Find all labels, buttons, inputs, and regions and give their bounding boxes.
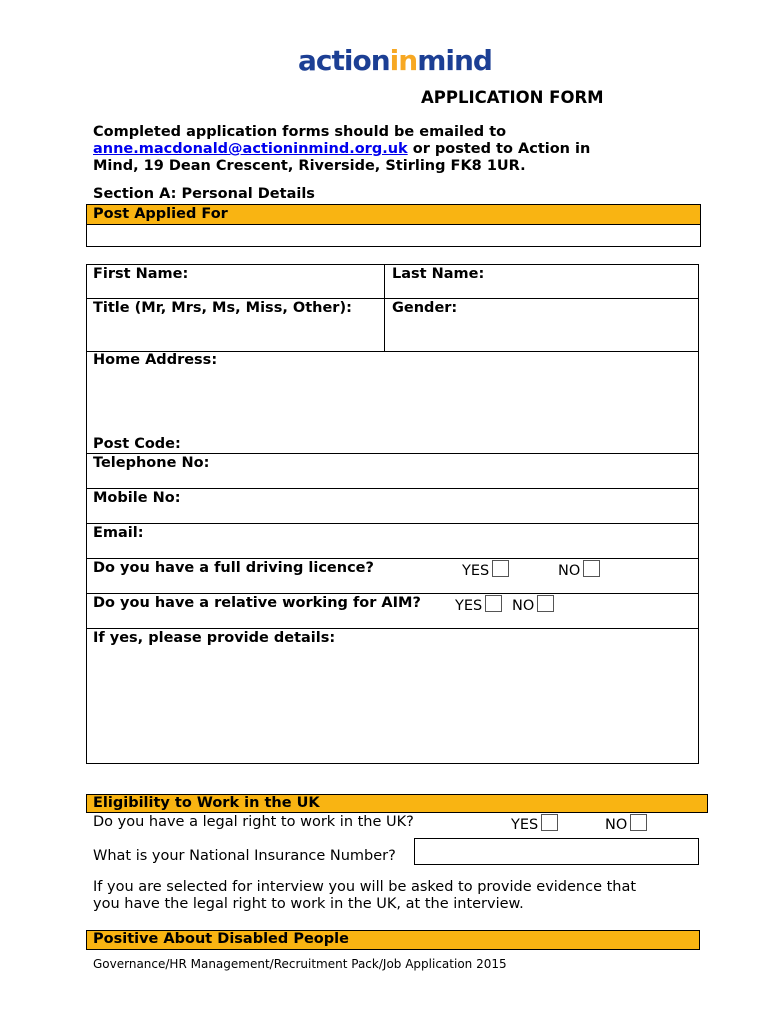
right-to-work-no-label: NO	[605, 817, 628, 833]
right-to-work-no-checkbox[interactable]	[630, 814, 647, 831]
post-applied-header	[87, 205, 700, 225]
email-label: Email:	[93, 525, 144, 541]
gender-label: Gender:	[392, 300, 458, 316]
relative-no-label: NO	[512, 598, 535, 614]
footer-text: Governance/HR Management/Recruitment Pack/Job Application 2015	[93, 957, 507, 971]
right-to-work-yes-checkbox[interactable]	[541, 814, 558, 831]
post-applied-input[interactable]	[87, 225, 700, 246]
right-to-work-no	[605, 814, 647, 833]
ni-question: What is your National Insurance Number?	[93, 848, 396, 864]
disabled-header	[86, 930, 700, 950]
post-applied-box	[86, 204, 701, 247]
last-name-label: Last Name:	[392, 266, 485, 282]
eligibility-note-line-2: you have the legal right to work in the UK, at the interview.	[93, 896, 524, 912]
driving-yes-checkbox[interactable]	[492, 560, 509, 577]
last-name-field[interactable]	[386, 265, 698, 298]
eligibility-header	[86, 794, 708, 813]
driving-no	[558, 560, 600, 579]
page-title: APPLICATION FORM	[421, 88, 604, 107]
telephone-label: Telephone No:	[93, 455, 210, 471]
right-to-work-yes	[511, 814, 558, 833]
relative-no-checkbox[interactable]	[537, 595, 554, 612]
relative-yes-checkbox[interactable]	[485, 595, 502, 612]
intro-line-3: Mind, 19 Dean Crescent, Riverside, Stirling FK8 1UR.	[93, 158, 526, 174]
intro-line-2	[93, 141, 590, 157]
eligibility-heading: Eligibility to Work in the UK	[93, 795, 320, 811]
eligibility-note-line-1: If you are selected for interview you will be asked to provide evidence that	[93, 879, 637, 895]
logo-text-mind: mind	[417, 44, 492, 77]
logo-text-in: in	[389, 44, 418, 77]
section-a-heading: Section A: Personal Details	[93, 186, 315, 202]
driving-no-label: NO	[558, 563, 581, 579]
ni-number-input[interactable]	[414, 838, 699, 865]
details-field[interactable]	[87, 650, 698, 762]
details-label: If yes, please provide details:	[93, 630, 336, 646]
relative-question: Do you have a relative working for AIM?	[93, 595, 421, 611]
relative-yes-label: YES	[455, 598, 483, 614]
right-to-work-question: Do you have a legal right to work in the UK?	[93, 814, 414, 830]
post-applied-label: Post Applied For	[93, 206, 228, 222]
relative-yes	[455, 595, 502, 614]
relative-no	[512, 595, 554, 614]
driving-no-checkbox[interactable]	[583, 560, 600, 577]
home-address-label: Home Address:	[93, 352, 218, 368]
post-code-label: Post Code:	[93, 436, 181, 452]
actioninmind-logo	[298, 44, 492, 78]
logo-text-action: action	[298, 44, 390, 77]
driving-question: Do you have a full driving licence?	[93, 560, 374, 576]
disabled-heading: Positive About Disabled People	[93, 931, 349, 947]
mobile-label: Mobile No:	[93, 490, 181, 506]
email-link[interactable]: anne.macdonald@actioninmind.org.uk	[93, 141, 408, 157]
driving-yes	[462, 560, 509, 579]
driving-yes-label: YES	[462, 563, 490, 579]
right-to-work-yes-label: YES	[511, 817, 539, 833]
first-name-label: First Name:	[93, 266, 189, 282]
first-name-field[interactable]	[87, 265, 383, 298]
intro-line-1: Completed application forms should be emailed to	[93, 124, 507, 140]
title-label: Title (Mr, Mrs, Ms, Miss, Other):	[93, 300, 352, 316]
intro-posted-text: or posted to Action in	[407, 141, 591, 157]
